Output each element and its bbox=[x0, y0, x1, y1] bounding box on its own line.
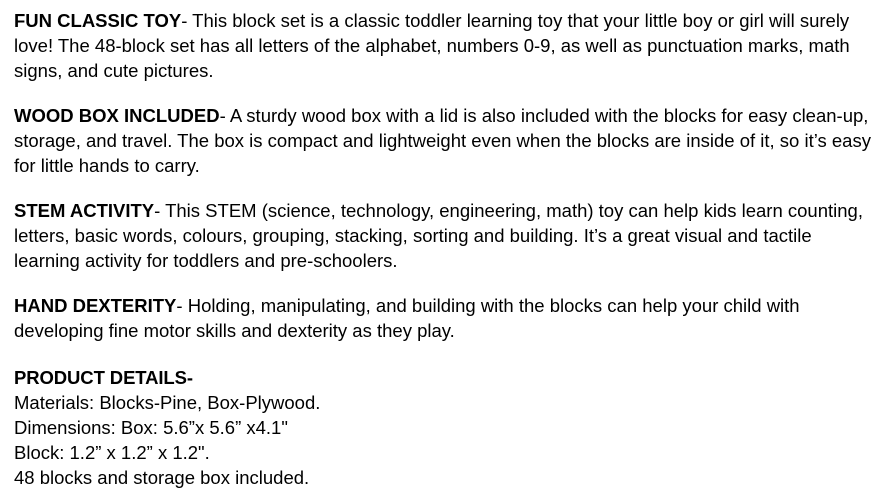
feature-body-text: - This block set is a classic toddler learning toy that your little boy or girl will surely love! The 48-block set has all letters of the alphabet, numbers 0-9, as well as punctuation marks, math signs, and cute pictures. bbox=[14, 10, 850, 81]
product-details-line-box-dimensions: Dimensions: Box: 5.6”x 5.6” x4.1" bbox=[14, 417, 288, 438]
feature-lead-label: STEM ACTIVITY bbox=[14, 200, 155, 221]
feature-section-fun-classic-toy bbox=[14, 8, 878, 83]
feature-lead-label: WOOD BOX INCLUDED bbox=[14, 105, 220, 126]
feature-section-wood-box-included bbox=[14, 103, 878, 178]
feature-paragraph bbox=[14, 103, 878, 178]
feature-body-text: - Holding, manipulating, and building with the blocks can help your child with developing fine motor skills and dexterity as they play. bbox=[14, 295, 800, 341]
feature-section-hand-dexterity bbox=[14, 293, 878, 343]
product-details-heading: PRODUCT DETAILS- bbox=[14, 367, 193, 388]
product-details-line-contents: 48 blocks and storage box included. bbox=[14, 467, 310, 488]
product-details-line-materials: Materials: Blocks-Pine, Box-Plywood. bbox=[14, 392, 321, 413]
feature-paragraph bbox=[14, 8, 878, 83]
feature-lead-label: FUN CLASSIC TOY bbox=[14, 10, 182, 31]
feature-paragraph bbox=[14, 198, 878, 273]
product-details-section bbox=[14, 365, 878, 490]
feature-section-stem-activity bbox=[14, 198, 878, 273]
feature-body-text: - This STEM (science, technology, engineering, math) toy can help kids learn counting, letters, basic words, colours, grouping, stacking, sorting and building. It’s a great visual and tactile learning activity for toddlers and pre-schoolers. bbox=[14, 200, 863, 271]
feature-body-text: - A sturdy wood box with a lid is also included with the blocks for easy clean-up, storage, and travel. The box is compact and lightweight even when the blocks are inside of it, so it’s easy for little hands to carry. bbox=[14, 105, 871, 176]
feature-paragraph bbox=[14, 293, 878, 343]
product-details-line-block-dimensions: Block: 1.2” x 1.2” x 1.2". bbox=[14, 442, 210, 463]
feature-lead-label: HAND DEXTERITY bbox=[14, 295, 177, 316]
